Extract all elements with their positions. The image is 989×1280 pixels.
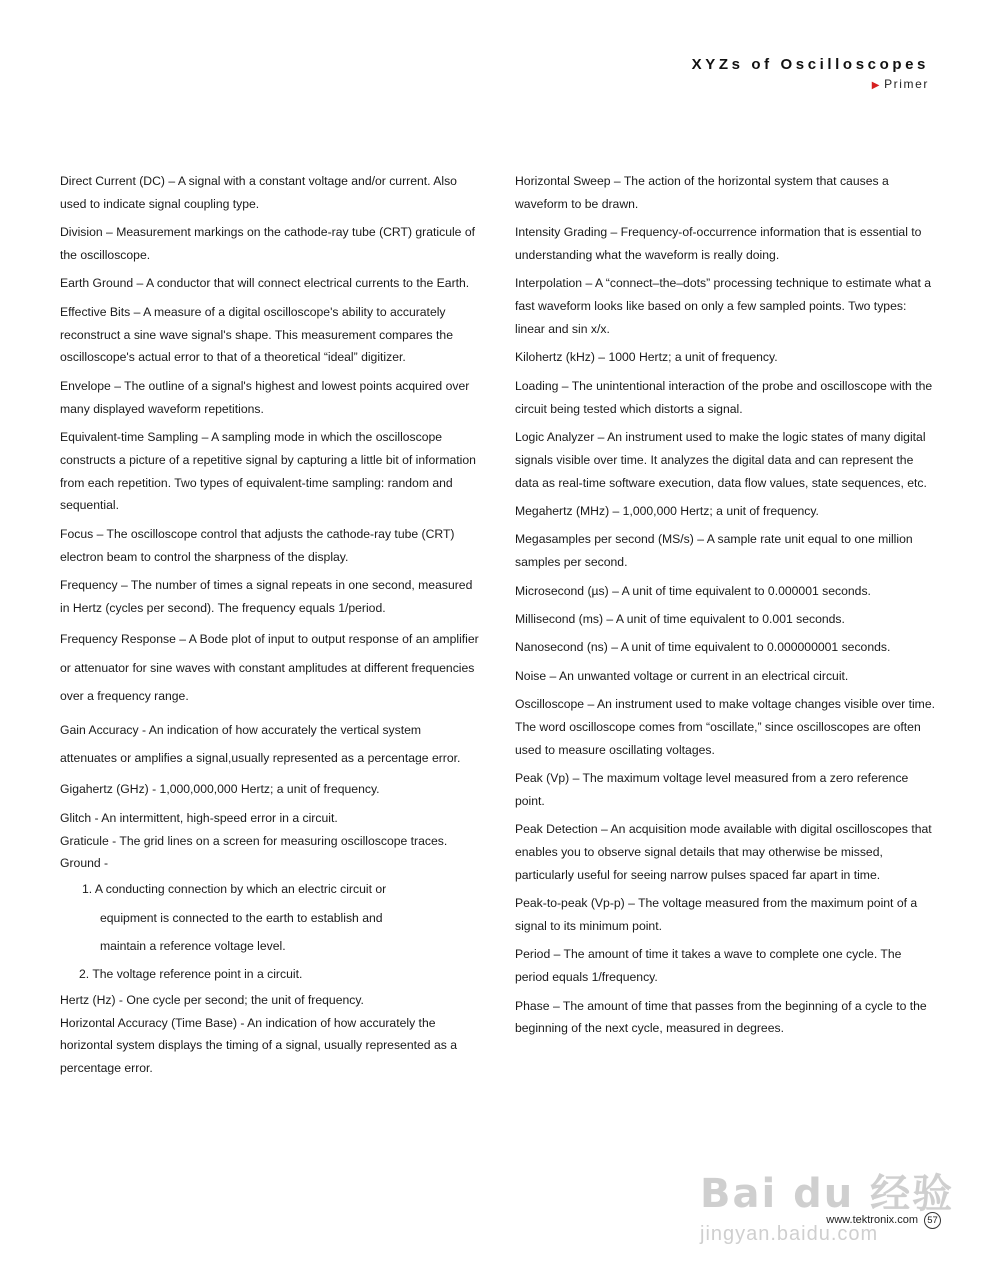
page-header bbox=[692, 56, 929, 91]
glossary-entry: Oscilloscope – An instrument used to make voltage changes visible over time. The word oscilloscope comes from “oscillate,” since oscilloscopes are often used to measure oscillating voltages. bbox=[515, 697, 936, 757]
glossary-entry: Gain Accuracy - An indication of how accurately the vertical system attenuates or amplifies a signal,usually represented as a percentage error. bbox=[60, 722, 461, 766]
glossary-entry: Effective Bits – A measure of a digital oscilloscope's ability to accurately reconstruct a sine wave signal's shape. This measurement compares the oscilloscope's actual error to that of a theoretical “ideal” digitizer. bbox=[60, 304, 453, 365]
glossary-entry: Millisecond (ms) – A unit of time equivalent to 0.001 seconds. bbox=[515, 611, 845, 626]
glossary-entry: Period – The amount of time it takes a wave to complete one cycle. The period equals 1/frequency. bbox=[515, 947, 902, 985]
glossary-entry: Equivalent-time Sampling – A sampling mode in which the oscilloscope constructs a picture of a repetitive signal by capturing a little bit of information from each repetition. Two types of equivalent-time sampling: random and sequential. bbox=[60, 429, 476, 513]
right-column bbox=[515, 170, 935, 1046]
glossary-entry: Focus – The oscilloscope control that adjusts the cathode-ray tube (CRT) electron beam to control the sharpness of the display. bbox=[60, 526, 455, 564]
subtitle-text: Primer bbox=[884, 77, 929, 91]
glossary-entry: Microsecond (µs) – A unit of time equivalent to 0.000001 seconds. bbox=[515, 583, 871, 598]
glossary-entry: Megahertz (MHz) – 1,000,000 Hertz; a unit of frequency. bbox=[515, 503, 819, 518]
glossary-entry: Interpolation – A “connect–the–dots” processing technique to estimate what a fast waveform looks like based on only a few sampled points. Two types: linear and sin x/x. bbox=[515, 276, 931, 336]
glossary-entry: Kilohertz (kHz) – 1000 Hertz; a unit of frequency. bbox=[515, 350, 778, 365]
glossary-entry: Noise – An unwanted voltage or current in an electrical circuit. bbox=[515, 668, 849, 683]
left-column bbox=[60, 170, 480, 1080]
list-item bbox=[60, 875, 480, 960]
watermark-url: jingyan.baidu.com bbox=[700, 1223, 879, 1245]
glossary-entry: Envelope – The outline of a signal's highest and lowest points acquired over many displayed waveform repetitions. bbox=[60, 378, 470, 416]
document-subtitle bbox=[692, 77, 929, 91]
glossary-entry: Nanosecond (ns) – A unit of time equivalent to 0.000000001 seconds. bbox=[515, 640, 891, 655]
glossary-entry: Glitch - An intermittent, high-speed error in a circuit. bbox=[60, 810, 338, 825]
glossary-entry: Loading – The unintentional interaction of the probe and oscilloscope with the circuit being tested which distorts a signal. bbox=[515, 378, 933, 416]
glossary-entry: Earth Ground – A conductor that will connect electrical currents to the Earth. bbox=[60, 276, 470, 291]
glossary-entry: Megasamples per second (MS/s) – A sample rate unit equal to one million samples per second. bbox=[515, 532, 913, 570]
glossary-entry: Phase – The amount of time that passes from the beginning of a cycle to the beginning of the next cycle, measured in degrees. bbox=[515, 998, 927, 1036]
document-title: XYZs of Oscilloscopes bbox=[691, 56, 929, 73]
glossary-entry: Frequency – The number of times a signal repeats in one second, measured in Hertz (cycles per second). The frequency equals 1/period. bbox=[60, 577, 473, 615]
glossary-entry: Division – Measurement markings on the cathode-ray tube (CRT) graticule of the oscilloscope. bbox=[60, 225, 476, 262]
glossary-entry: Graticule - The grid lines on a screen for measuring oscilloscope traces. bbox=[60, 833, 448, 848]
page-number: 57 bbox=[924, 1212, 941, 1229]
glossary-entry: Logic Analyzer – An instrument used to make the logic states of many digital signals visible over time. It analyzes the digital data and can represent the data as real-time software execution, data flow values, state sequences, etc. bbox=[515, 429, 927, 490]
glossary-entry: Hertz (Hz) - One cycle per second; the unit of frequency. bbox=[60, 992, 364, 1007]
page-footer bbox=[826, 1212, 941, 1229]
glossary-entry: Peak Detection – An acquisition mode available with digital oscilloscopes that enables you to observe signal details that may otherwise be missed, particularly useful for seeing narrow pulses spaced far apart in time. bbox=[515, 822, 932, 882]
glossary-entry: Peak (Vp) – The maximum voltage level measured from a zero reference point. bbox=[515, 771, 909, 808]
list-item: 2. The voltage reference point in a circuit. bbox=[79, 967, 303, 982]
footer-url: www.tektronix.com bbox=[826, 1214, 918, 1226]
ground-definitions bbox=[60, 875, 480, 989]
glossary-entry: Frequency Response – A Bode plot of input to output response of an amplifier or attenuator for sine waves with constant amplitudes at different frequencies over a frequency range. bbox=[60, 632, 479, 703]
watermark-brand: Bai du 经验 bbox=[700, 1171, 955, 1217]
baidu-watermark bbox=[700, 1162, 954, 1246]
glossary-entry: Horizontal Accuracy (Time Base) - An indication of how accurately the horizontal system displays the timing of a signal, usually represented as a percentage error. bbox=[60, 1015, 457, 1076]
glossary-entry: Ground - bbox=[60, 856, 109, 871]
list-item-text: equipment is connected to the earth to establish and bbox=[100, 910, 383, 925]
triangle-bullet-icon: ▶ bbox=[871, 80, 882, 91]
glossary-entry: Horizontal Sweep – The action of the horizontal system that causes a waveform to be drawn. bbox=[515, 174, 889, 211]
list-item-text: 1. A conducting connection by which an electric circuit or bbox=[82, 882, 387, 897]
list-item-text: maintain a reference voltage level. bbox=[100, 938, 286, 953]
glossary-entry: Intensity Grading – Frequency-of-occurrence information that is essential to understanding what the waveform is really doing. bbox=[515, 225, 922, 262]
glossary-entry: Direct Current (DC) – A signal with a constant voltage and/or current. Also used to indicate signal coupling type. bbox=[60, 174, 457, 211]
glossary-entry: Peak-to-peak (Vp-p) – The voltage measured from the maximum point of a signal to its minimum point. bbox=[515, 896, 918, 934]
glossary-entry: Gigahertz (GHz) - 1,000,000,000 Hertz; a unit of frequency. bbox=[60, 782, 380, 797]
